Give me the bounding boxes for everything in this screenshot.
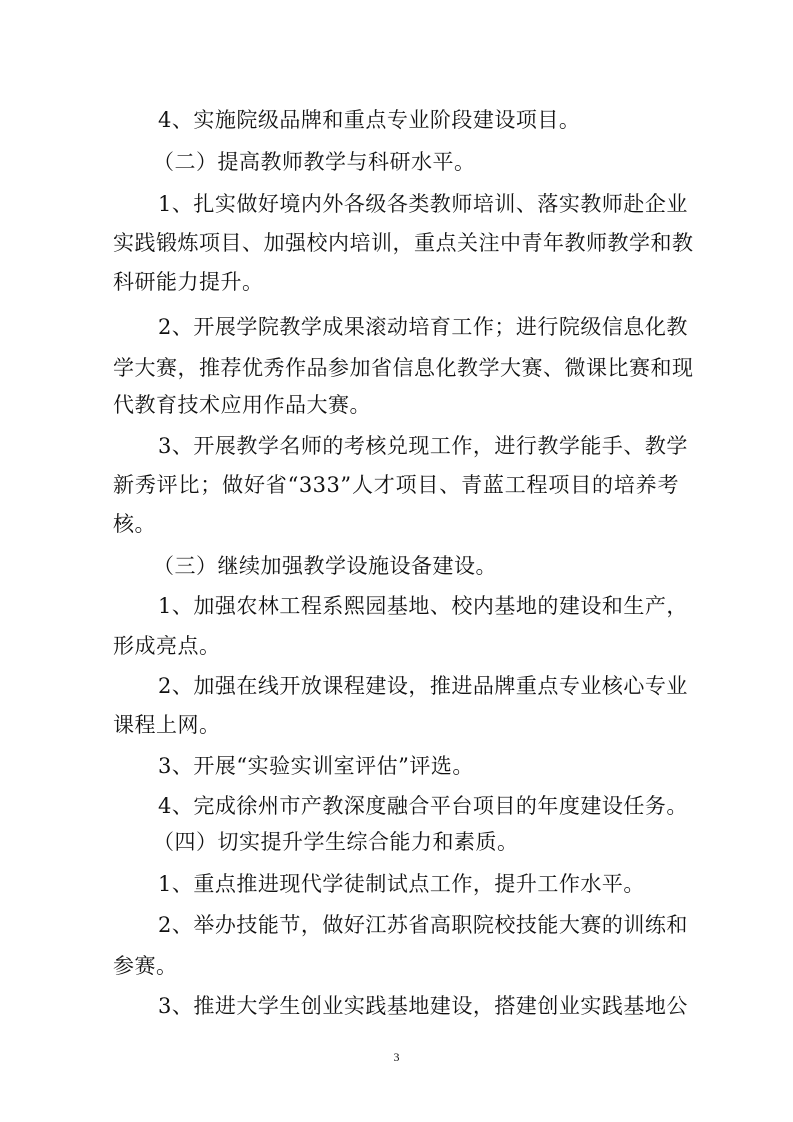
text-line: 课程上网。 — [113, 713, 221, 737]
page-number: 3 — [393, 1050, 400, 1064]
text-line: 学大赛，推荐优秀作品参加省信息化教学大赛、微课比赛和现 — [113, 356, 694, 380]
text-line: 2、加强在线开放课程建设，推进品牌重点专业核心专业 — [158, 674, 688, 698]
section-heading: （四）切实提升学生综合能力和素质。 — [153, 830, 519, 854]
text-line: 2、举办技能节，做好江苏省高职院校技能大赛的训练和 — [158, 913, 688, 937]
text-line: 3、推进大学生创业实践基地建设，搭建创业实践基地公 — [158, 994, 688, 1018]
text-line: 4、完成徐州市产教深度融合平台项目的年度建设任务。 — [158, 794, 688, 818]
text-line: 1、扎实做好境内外各级各类教师培训、落实教师赴企业 — [158, 192, 688, 216]
section-heading: （二）提高教师教学与科研水平。 — [153, 150, 476, 174]
text-line: 3、开展“实验实训室评估”评选。 — [158, 754, 474, 778]
text-line: 代教育技术应用作品大赛。 — [113, 393, 371, 417]
section-heading: （三）继续加强教学设施设备建设。 — [153, 554, 497, 578]
text-line: 4、实施院级品牌和重点专业阶段建设项目。 — [158, 108, 581, 132]
text-line: 2、开展学院教学成果滚动培育工作；进行院级信息化教 — [158, 315, 688, 339]
text-line: 科研能力提升。 — [113, 270, 264, 294]
text-line: 3、开展教学名师的考核兑现工作，进行教学能手、教学 — [158, 434, 688, 458]
text-line: 实践锻炼项目、加强校内培训，重点关注中青年教师教学和教 — [113, 231, 694, 255]
text-line: 1、加强农林工程系熙园基地、校内基地的建设和生产， — [158, 594, 688, 618]
text-line: 形成亮点。 — [113, 634, 221, 658]
text-line: 核。 — [113, 512, 156, 536]
text-line: 参赛。 — [113, 954, 178, 978]
text-line: 新秀评比；做好省“333”人才项目、青蓝工程项目的培养考 — [113, 473, 679, 497]
text-line: 1、重点推进现代学徒制试点工作，提升工作水平。 — [158, 872, 645, 896]
